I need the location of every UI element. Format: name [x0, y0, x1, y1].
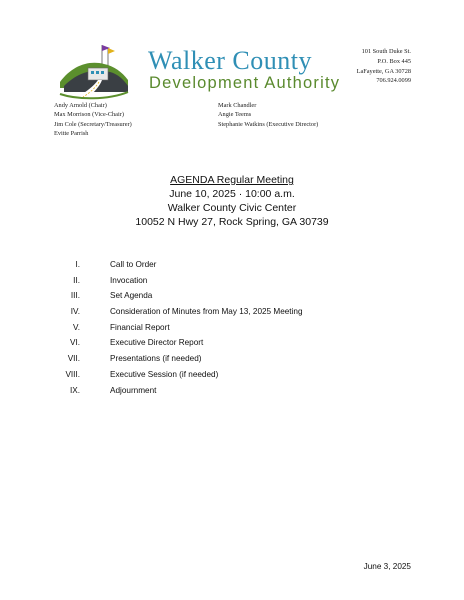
agenda-item-text: Invocation	[110, 275, 148, 285]
member-name: Max Morrison (Vice-Chair)	[54, 111, 124, 119]
document-date: June 3, 2025	[363, 562, 411, 571]
agenda-list	[0, 257, 464, 398]
agenda-item	[0, 288, 464, 304]
agenda-item	[0, 351, 464, 367]
agenda-item	[0, 335, 464, 351]
agenda-item-number: VII.	[67, 354, 80, 364]
agenda-item-number: II.	[73, 275, 80, 285]
agenda-item-text: Executive Director Report	[110, 338, 204, 348]
agenda-item-number: I.	[75, 260, 80, 269]
address-phone: 706.924.0099	[376, 77, 411, 85]
agenda-item-text: Financial Report	[110, 322, 170, 332]
address-pobox: P.O. Box 445	[377, 57, 411, 65]
member-name: Stephanie Watkins (Executive Director)	[218, 120, 319, 128]
meeting-venue: Walker County Civic Center	[167, 202, 297, 214]
org-address	[357, 47, 411, 86]
agenda-item-number: IX.	[69, 385, 80, 395]
org-name-line1: Walker County	[148, 46, 312, 75]
county-landscape-logo	[58, 42, 130, 102]
meeting-datetime: June 10, 2025 · 10:00 a.m.	[169, 188, 295, 200]
agenda-item-text: Adjournment	[110, 385, 157, 395]
member-name: Mark Chandler	[218, 102, 257, 109]
member-name: Andy Arnold (Chair)	[54, 102, 107, 109]
agenda-item-text: Set Agenda	[110, 291, 153, 301]
agenda-item-text: Executive Session (if needed)	[110, 369, 219, 379]
agenda-item	[0, 273, 464, 289]
agenda-item	[0, 320, 464, 336]
meeting-heading	[0, 173, 464, 229]
member-name: Angie Teems	[218, 111, 252, 119]
members-left-column	[54, 101, 132, 138]
agenda-item-number: III.	[70, 291, 80, 301]
agenda-item	[0, 367, 464, 383]
agenda-item	[0, 383, 464, 399]
address-street: 101 South Duke St.	[361, 48, 411, 55]
meeting-address: 10052 N Hwy 27, Rock Spring, GA 30739	[135, 216, 329, 228]
agenda-title: AGENDA Regular Meeting	[170, 174, 294, 186]
member-name: Evitte Parrish	[54, 129, 89, 137]
members-right-column	[218, 101, 318, 129]
agenda-item-text: Presentations (if needed)	[110, 354, 202, 364]
agenda-item-text: Consideration of Minutes from May 13, 2025 Meeting	[110, 307, 303, 317]
agenda-item-text: Call to Order	[110, 260, 157, 269]
org-name-line2: Development Authority	[149, 74, 341, 92]
agenda-item-number: VIII.	[65, 369, 80, 379]
agenda-item-number: V.	[73, 322, 80, 332]
address-city: LaFayette, GA 30728	[356, 67, 411, 75]
agenda-item	[0, 257, 464, 273]
agenda-item-number: VI.	[69, 338, 80, 348]
agenda-item-number: IV.	[70, 307, 80, 317]
member-name: Jim Cole (Secretary/Treasurer)	[54, 120, 132, 128]
agenda-item	[0, 304, 464, 320]
